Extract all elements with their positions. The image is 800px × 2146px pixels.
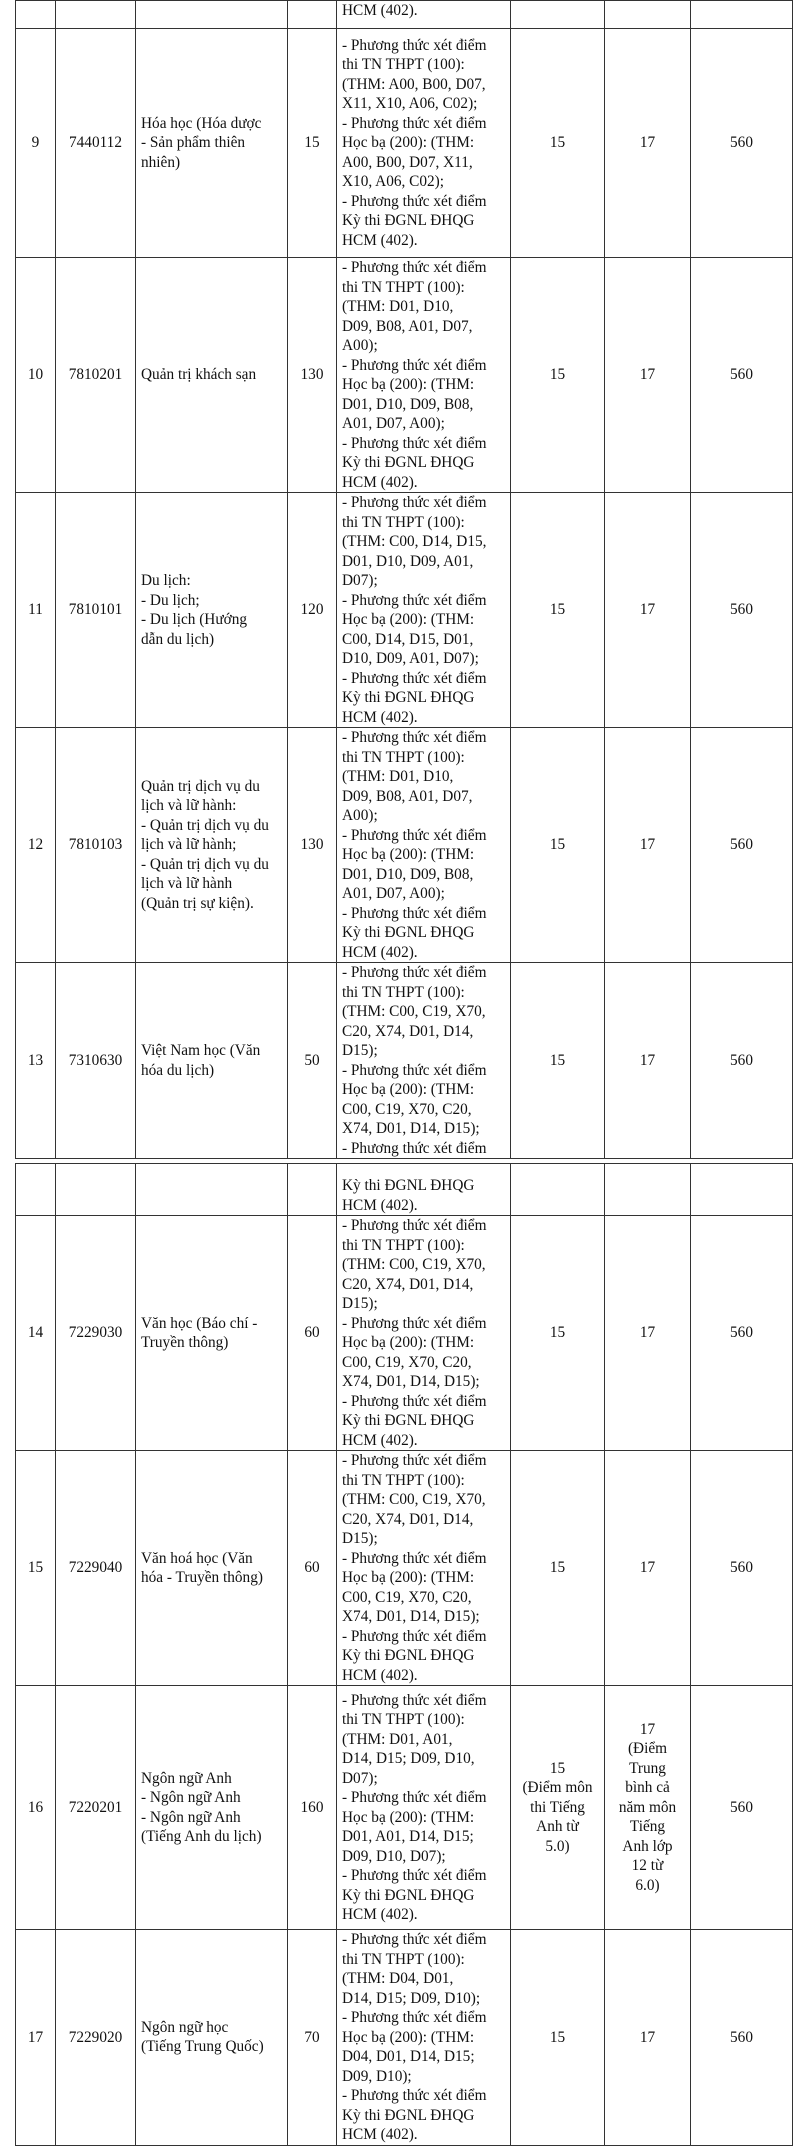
quota-cell: 15 bbox=[288, 29, 337, 258]
code-cell: 7229030 bbox=[56, 1216, 136, 1451]
score-hocba-cell: 17 bbox=[605, 1930, 691, 2146]
score-thpt-cell: 15 bbox=[511, 258, 605, 493]
score-hocba-cell: 17 bbox=[605, 728, 691, 963]
methods-cell: - Phương thức xét điểm thi TN THPT (100): (THM: A00, B00, D07, X11, X10, A06, C02); - Phương thức xét điểm Học bạ (200): (THM: A00, B00, D07, X11, X10, A06, C02); - Phương thức xét điểm Kỳ thi ĐGNL ĐHQG HCM (402). bbox=[337, 29, 511, 258]
table-row bbox=[16, 258, 793, 493]
score-thpt-cell: 15 bbox=[511, 1930, 605, 2146]
stt-cell: 11 bbox=[16, 493, 56, 728]
methods-cell: - Phương thức xét điểm thi TN THPT (100): (THM: D01, D10, D09, B08, A01, D07, A00); - Phương thức xét điểm Học bạ (200): (THM: D01, D10, D09, B08, A01, D07, A00); - Phương thức xét điểm Kỳ thi ĐGNL ĐHQG HCM (402). bbox=[337, 728, 511, 963]
major-name-cell: Hóa học (Hóa dược - Sản phẩm thiên nhiên) bbox=[136, 29, 288, 258]
code-cell: 7440112 bbox=[56, 29, 136, 258]
score-hocba-cell: 17 (Điểm Trung bình cả năm môn Tiếng Anh lớp 12 từ 6.0) bbox=[605, 1686, 691, 1930]
score-hocba-cell: 17 bbox=[605, 963, 691, 1159]
stt-cell: 10 bbox=[16, 258, 56, 493]
score-hocba-cell: 17 bbox=[605, 1451, 691, 1686]
quota-cell: 60 bbox=[288, 1216, 337, 1451]
table-row bbox=[16, 1216, 793, 1451]
major-name-cell: Du lịch: - Du lịch; - Du lịch (Hướng dẫn du lịch) bbox=[136, 493, 288, 728]
score-dgnl-cell: 560 bbox=[691, 493, 793, 728]
stt-cell: 15 bbox=[16, 1451, 56, 1686]
stt-cell: 16 bbox=[16, 1686, 56, 1930]
methods-cell: - Phương thức xét điểm thi TN THPT (100): (THM: D01, D10, D09, B08, A01, D07, A00); - Phương thức xét điểm Học bạ (200): (THM: D01, D10, D09, B08, A01, D07, A00); - Phương thức xét điểm Kỳ thi ĐGNL ĐHQG HCM (402). bbox=[337, 258, 511, 493]
table-row-continuation bbox=[16, 1164, 793, 1216]
quota-cell: 130 bbox=[288, 258, 337, 493]
quota-cell: 70 bbox=[288, 1930, 337, 2146]
code-cell: 7810103 bbox=[56, 728, 136, 963]
score-dgnl-cell: 560 bbox=[691, 258, 793, 493]
score-dgnl-cell: 560 bbox=[691, 1930, 793, 2146]
score-thpt-cell: 15 bbox=[511, 1451, 605, 1686]
score-thpt-cell: 15 bbox=[511, 963, 605, 1159]
score-dgnl-cell: 560 bbox=[691, 728, 793, 963]
code-cell: 7229020 bbox=[56, 1930, 136, 2146]
table-part-a bbox=[15, 0, 793, 1159]
methods-cell: Kỳ thi ĐGNL ĐHQG HCM (402). bbox=[337, 1164, 511, 1216]
stt-cell: 13 bbox=[16, 963, 56, 1159]
score-dgnl-cell: 560 bbox=[691, 1216, 793, 1451]
methods-cell: - Phương thức xét điểm thi TN THPT (100): (THM: C00, C19, X70, C20, X74, D01, D14, D15); - Phương thức xét điểm Học bạ (200): (THM: C00, C19, X70, C20, X74, D01, D14, D15); - Phương thức xét điểm Kỳ thi ĐGNL ĐHQG HCM (402). bbox=[337, 1451, 511, 1686]
code-cell: 7229040 bbox=[56, 1451, 136, 1686]
stt-cell: 9 bbox=[16, 29, 56, 258]
code-cell: 7310630 bbox=[56, 963, 136, 1159]
score-thpt-cell: 15 bbox=[511, 728, 605, 963]
methods-cell: - Phương thức xét điểm thi TN THPT (100): (THM: C00, D14, D15, D01, D10, D09, A01, D07); - Phương thức xét điểm Học bạ (200): (THM: C00, D14, D15, D01, D10, D09, A01, D07); - Phương thức xét điểm Kỳ thi ĐGNL ĐHQG HCM (402). bbox=[337, 493, 511, 728]
score-dgnl-cell: 560 bbox=[691, 1686, 793, 1930]
major-name-cell: Quản trị khách sạn bbox=[136, 258, 288, 493]
stt-cell: 14 bbox=[16, 1216, 56, 1451]
table-row bbox=[16, 1930, 793, 2146]
major-name-cell: Văn hoá học (Văn hóa - Truyền thông) bbox=[136, 1451, 288, 1686]
methods-cell: HCM (402). bbox=[337, 1, 511, 29]
major-name-cell: Việt Nam học (Văn hóa du lịch) bbox=[136, 963, 288, 1159]
stt-cell: 17 bbox=[16, 1930, 56, 2146]
code-cell: 7220201 bbox=[56, 1686, 136, 1930]
table-row bbox=[16, 728, 793, 963]
methods-cell: - Phương thức xét điểm thi TN THPT (100): (THM: C00, C19, X70, C20, X74, D01, D14, D15); - Phương thức xét điểm Học bạ (200): (THM: C00, C19, X70, C20, X74, D01, D14, D15); - Phương thức xét điểm bbox=[337, 963, 511, 1159]
table-row-fragment bbox=[16, 1, 793, 29]
table-row bbox=[16, 963, 793, 1159]
code-cell: 7810101 bbox=[56, 493, 136, 728]
quota-cell: 160 bbox=[288, 1686, 337, 1930]
major-name-cell: Ngôn ngữ Anh - Ngôn ngữ Anh - Ngôn ngữ Anh (Tiếng Anh du lịch) bbox=[136, 1686, 288, 1930]
code-cell: 7810201 bbox=[56, 258, 136, 493]
score-dgnl-cell: 560 bbox=[691, 29, 793, 258]
table-row bbox=[16, 1686, 793, 1930]
quota-cell: 50 bbox=[288, 963, 337, 1159]
methods-cell: - Phương thức xét điểm thi TN THPT (100): (THM: D01, A01, D14, D15; D09, D10, D07); - Phương thức xét điểm Học bạ (200): (THM: D01, A01, D14, D15; D09, D10, D07); - Phương thức xét điểm Kỳ thi ĐGNL ĐHQG HCM (402). bbox=[337, 1686, 511, 1930]
score-hocba-cell: 17 bbox=[605, 1216, 691, 1451]
admission-table-page bbox=[15, 0, 792, 2146]
score-dgnl-cell: 560 bbox=[691, 963, 793, 1159]
score-thpt-cell: 15 bbox=[511, 1216, 605, 1451]
methods-cell: - Phương thức xét điểm thi TN THPT (100): (THM: D04, D01, D14, D15; D09, D10); - Phương thức xét điểm Học bạ (200): (THM: D04, D01, D14, D15; D09, D10); - Phương thức xét điểm Kỳ thi ĐGNL ĐHQG HCM (402). bbox=[337, 1930, 511, 2146]
score-dgnl-cell: 560 bbox=[691, 1451, 793, 1686]
score-thpt-cell: 15 (Điểm môn thi Tiếng Anh từ 5.0) bbox=[511, 1686, 605, 1930]
score-hocba-cell: 17 bbox=[605, 493, 691, 728]
score-hocba-cell: 17 bbox=[605, 258, 691, 493]
major-name-cell: Văn học (Báo chí - Truyền thông) bbox=[136, 1216, 288, 1451]
score-thpt-cell: 15 bbox=[511, 29, 605, 258]
stt-cell: 12 bbox=[16, 728, 56, 963]
score-thpt-cell: 15 bbox=[511, 493, 605, 728]
quota-cell: 60 bbox=[288, 1451, 337, 1686]
quota-cell: 120 bbox=[288, 493, 337, 728]
table-part-b bbox=[15, 1163, 793, 2146]
score-hocba-cell: 17 bbox=[605, 29, 691, 258]
major-name-cell: Ngôn ngữ học (Tiếng Trung Quốc) bbox=[136, 1930, 288, 2146]
major-name-cell: Quản trị dịch vụ du lịch và lữ hành: - Quản trị dịch vụ du lịch và lữ hành; - Quản trị dịch vụ du lịch và lữ hành (Quản trị sự kiện). bbox=[136, 728, 288, 963]
methods-cell: - Phương thức xét điểm thi TN THPT (100): (THM: C00, C19, X70, C20, X74, D01, D14, D15); - Phương thức xét điểm Học bạ (200): (THM: C00, C19, X70, C20, X74, D01, D14, D15); - Phương thức xét điểm Kỳ thi ĐGNL ĐHQG HCM (402). bbox=[337, 1216, 511, 1451]
quota-cell: 130 bbox=[288, 728, 337, 963]
table-row bbox=[16, 29, 793, 258]
table-row bbox=[16, 493, 793, 728]
table-row bbox=[16, 1451, 793, 1686]
